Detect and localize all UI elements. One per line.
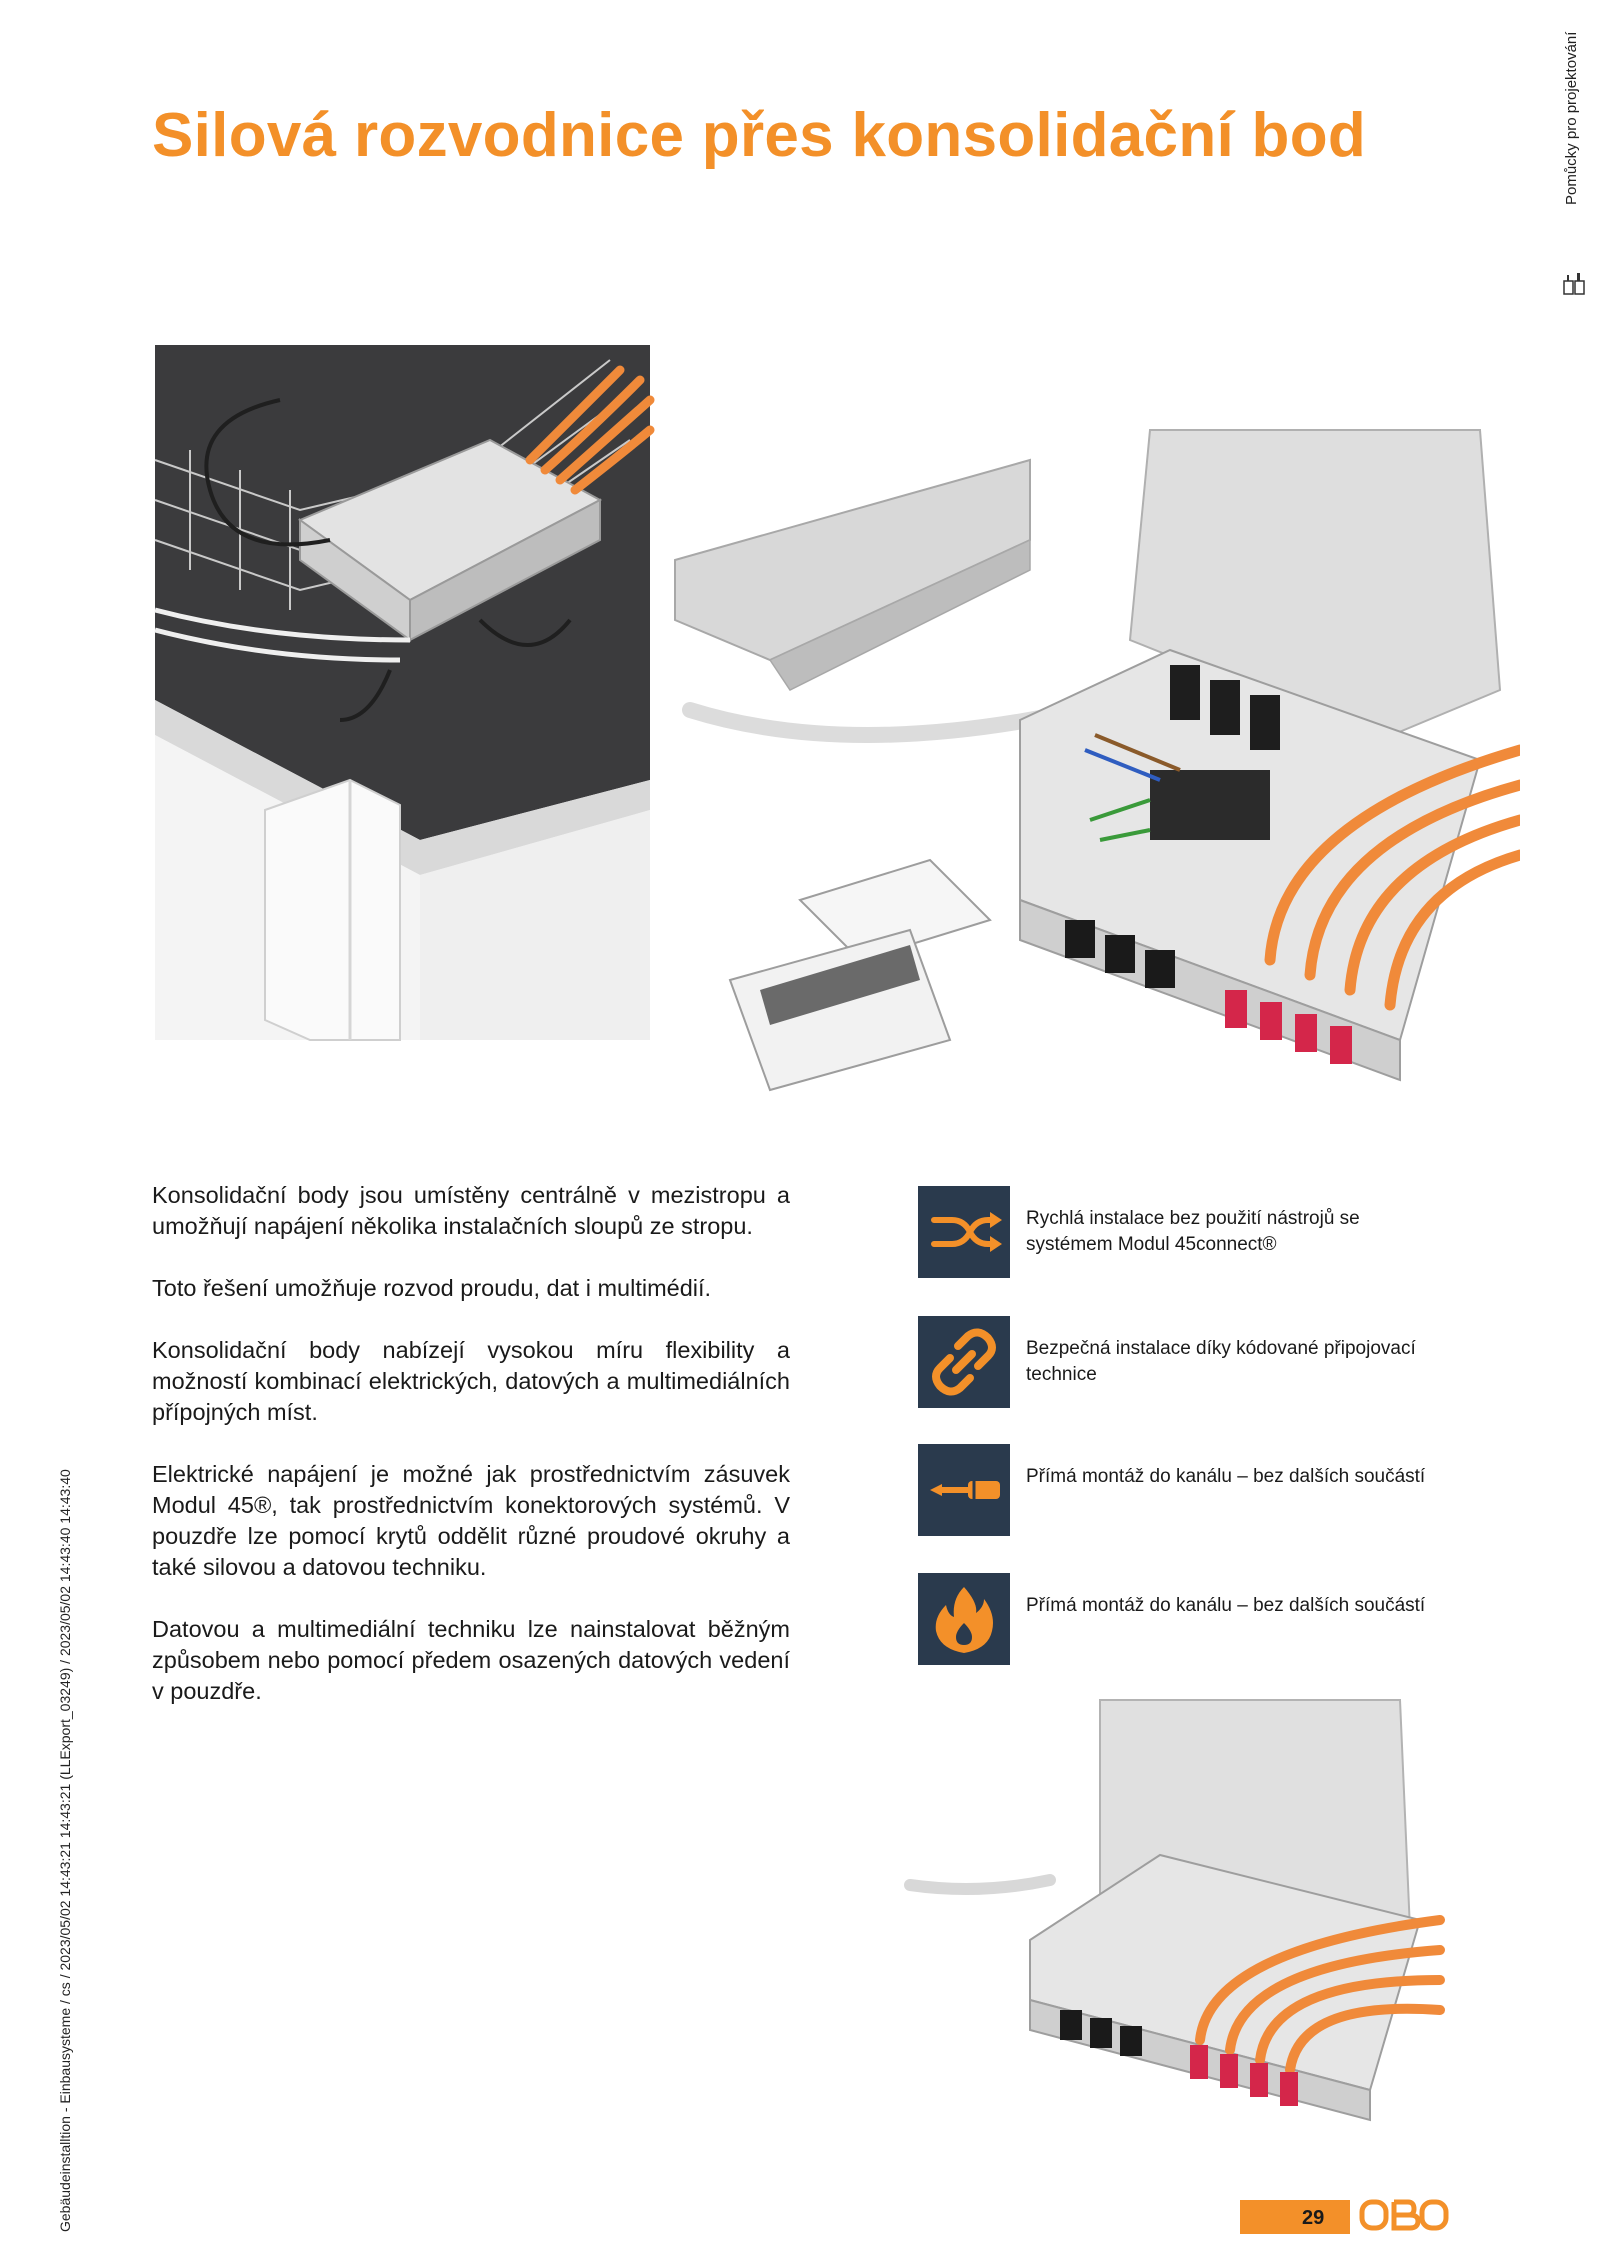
section-label: Pomůcky pro projektování [1563, 31, 1580, 205]
body-text [152, 1180, 790, 1738]
body-paragraph-3: Konsolidační body nabízejí vysokou míru flexibility a možností kombinací elektrických, datových a multimediálních přípojných míst. [152, 1337, 790, 1425]
feature-item [918, 1316, 1478, 1412]
obo-logo [1358, 2196, 1450, 2236]
page-number-tab [1240, 2200, 1350, 2234]
feature-text: Rychlá instalace bez použití nástrojů se systémem Modul 45connect® [1026, 1208, 1360, 1255]
export-meta-line: Gebäudeinstalltion - Einbausysteme / cs / 2023/05/02 14:43:21 14:43:21 (LLExport_03249) / 2023/05/02 14:43:40 14:43:40 [57, 1469, 73, 2232]
feature-item [918, 1573, 1478, 1669]
feature-item [918, 1444, 1478, 1540]
planning-tools-icon [1563, 272, 1585, 296]
body-paragraph-4: Elektrické napájení je možné jak prostřednictvím zásuvek Modul 45®, tak prostřednictvím konektorových systémů. V pouzdře lze pomocí krytů oddělit různé proudové okruhy a také silovou a datovou techniku. [152, 1461, 790, 1580]
feature-text: Bezpečná instalace díky kódované připojovací technice [1026, 1338, 1416, 1385]
page-number: 29 [1302, 2207, 1325, 2229]
feature-text: Přímá montáž do kanálu – bez dalších součástí [1026, 1595, 1426, 1616]
product-photo-main [150, 340, 1520, 1100]
exploded-box-illustration [675, 430, 1520, 1090]
body-paragraph-1: Konsolidační body jsou umístěny centrálně v mezistropu a umožňují napájení několika instalačních sloupů ze stropu. [152, 1182, 790, 1239]
feature-item [918, 1186, 1478, 1282]
shuffle-arrows-icon [918, 1186, 1010, 1278]
flame-icon [918, 1573, 1010, 1665]
page-title: Silová rozvodnice přes konsolidační bod [152, 101, 1367, 170]
body-paragraph-2: Toto řešení umožňuje rozvod proudu, dat i multimédií. [152, 1275, 712, 1301]
feature-text: Přímá montáž do kanálu – bez dalších součástí [1026, 1466, 1426, 1487]
chain-link-icon [918, 1316, 1010, 1408]
product-photo-secondary [900, 1680, 1460, 2140]
body-paragraph-5: Datovou a multimediální techniku lze nainstalovat běžným způsobem nebo pomocí předem osazených datových vedení v pouzdře. [152, 1616, 790, 1704]
ceiling-scene [155, 345, 650, 1040]
screwdriver-icon [918, 1444, 1010, 1536]
